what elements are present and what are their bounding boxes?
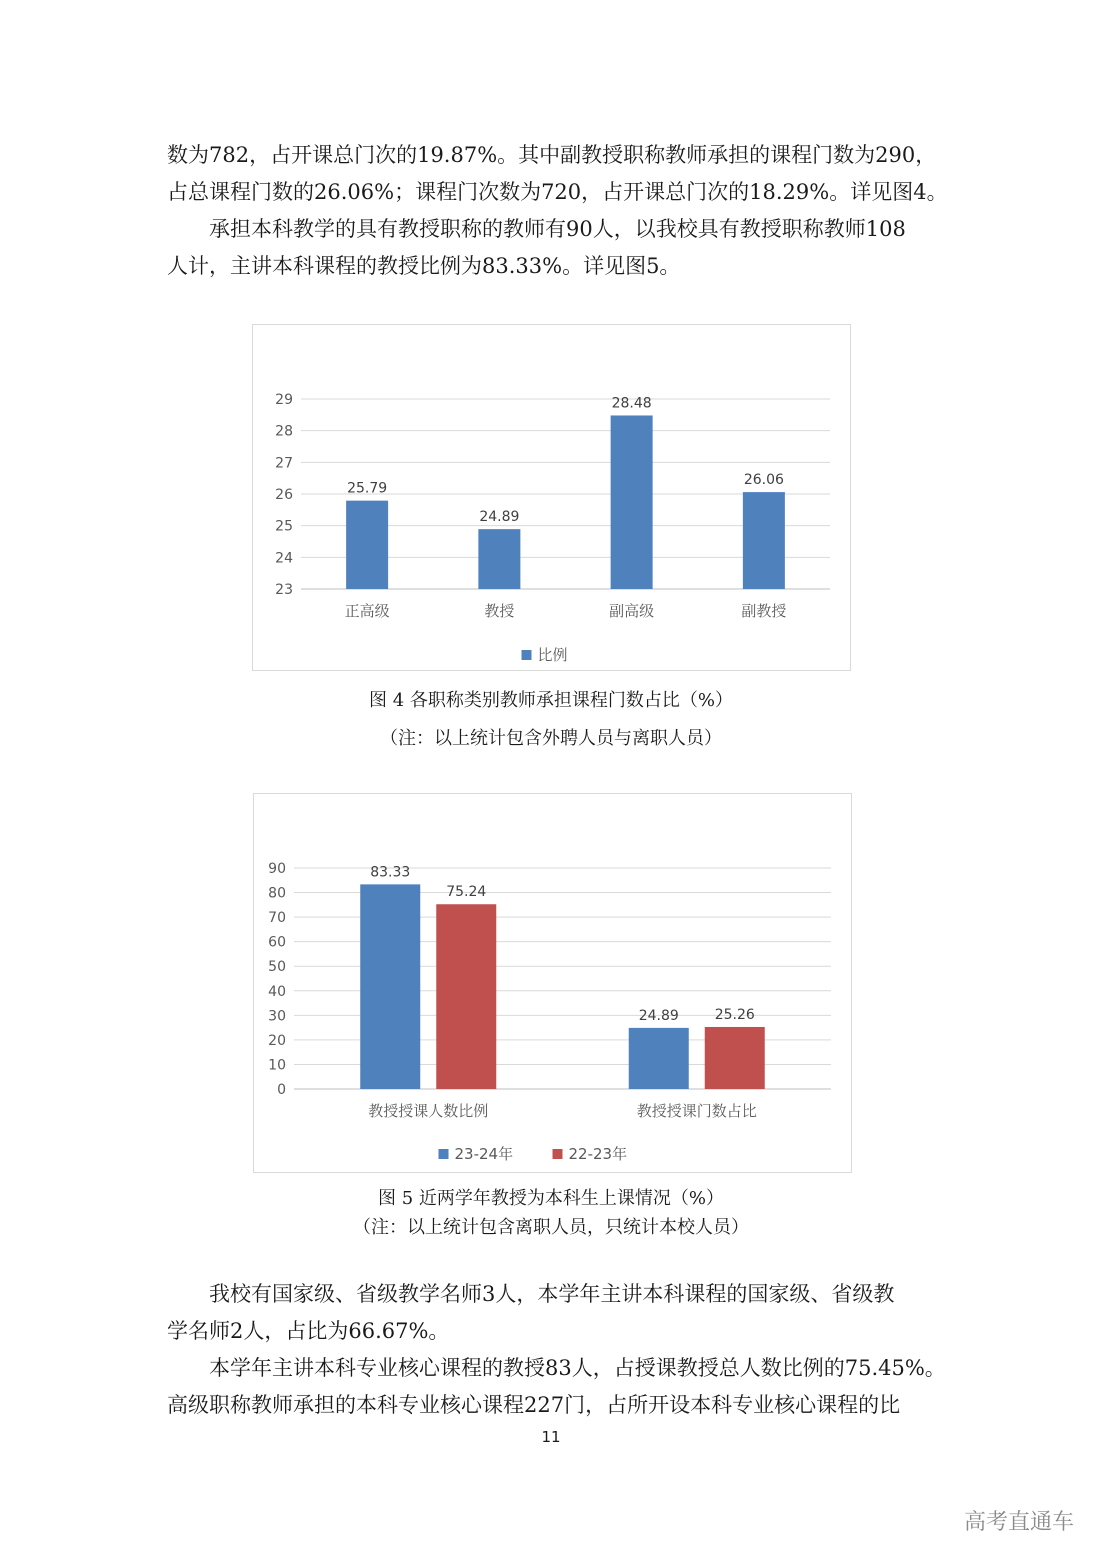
- y-tick-label: 29: [275, 392, 293, 408]
- y-tick-label: 30: [268, 1008, 286, 1025]
- figure-5-chart: [253, 793, 852, 1173]
- body-paragraph-bottom: [167, 1276, 946, 1424]
- figure-4-chart: [252, 324, 851, 671]
- y-tick-label: 20: [268, 1032, 286, 1049]
- text-line: 占总课程门数的26.06%；课程门次数为720，占开课总门次的18.29%。详见图4。: [167, 180, 948, 204]
- bar: [705, 1027, 765, 1089]
- legend-label: 23-24年: [454, 1145, 514, 1163]
- data-label: 24.89: [638, 1007, 679, 1024]
- bar: [611, 415, 653, 589]
- data-label: 28.48: [611, 395, 652, 412]
- y-tick-label: 90: [268, 861, 286, 877]
- x-tick-label: 副教授: [741, 602, 787, 620]
- text-line: 本学年主讲本科专业核心课程的教授83人，占授课教授总人数比例的75.45%。: [209, 1356, 946, 1380]
- text-line: 人计，主讲本科课程的教授比例为83.33%。详见图5。: [167, 254, 681, 278]
- figure-4-svg: [253, 325, 850, 670]
- bar: [629, 1028, 689, 1089]
- bar: [346, 501, 388, 589]
- y-tick-label: 60: [268, 934, 286, 951]
- text-line: 学名师2人，占比为66.67%。: [167, 1319, 450, 1343]
- y-tick-label: 28: [275, 423, 293, 440]
- data-label: 83.33: [370, 864, 411, 881]
- x-tick-label: 教授授课门数占比: [636, 1102, 757, 1120]
- y-tick-label: 26: [275, 487, 293, 503]
- bar: [478, 529, 520, 589]
- x-tick-label: 副高级: [609, 602, 655, 620]
- x-tick-label: 正高级: [344, 602, 390, 620]
- legend-label: 22-23年: [568, 1145, 628, 1163]
- text-line: 数为782，占开课总门次的19.87%。其中副教授职称教师承担的课程门数为290，: [167, 143, 937, 167]
- legend-label: 比例: [537, 646, 568, 664]
- y-tick-label: 70: [268, 910, 286, 927]
- y-tick-label: 25: [275, 518, 293, 535]
- y-tick-label: 27: [275, 455, 293, 472]
- y-tick-label: 40: [268, 983, 286, 1000]
- legend-swatch: [522, 650, 532, 660]
- x-tick-label: 教授: [484, 602, 515, 620]
- data-label: 26.06: [743, 472, 784, 489]
- page-number: 11: [541, 1428, 561, 1446]
- data-label: 25.26: [714, 1006, 755, 1023]
- y-tick-label: 23: [275, 582, 293, 598]
- data-label: 75.24: [446, 884, 487, 901]
- figure-5-svg: [254, 794, 851, 1172]
- legend-swatch: [439, 1149, 449, 1159]
- y-tick-label: 80: [268, 885, 286, 902]
- y-tick-label: 10: [268, 1057, 286, 1074]
- bar: [743, 492, 785, 589]
- text-line: 我校有国家级、省级教学名师3人，本学年主讲本科课程的国家级、省级教: [209, 1282, 895, 1306]
- figure-5-caption: 图 5 近两学年教授为本科生上课情况（%）: [378, 1188, 724, 1209]
- text-line: 高级职称教师承担的本科专业核心课程227门，占所开设本科专业核心课程的比: [167, 1393, 901, 1417]
- body-paragraph-top: [167, 137, 948, 285]
- text-line: 承担本科教学的具有教授职称的教师有90人，以我校具有教授职称教师108: [209, 217, 906, 241]
- watermark: 高考直通车: [963, 1510, 1074, 1535]
- y-tick-label: 0: [277, 1082, 286, 1098]
- data-label: 24.89: [479, 509, 520, 526]
- bar: [436, 904, 496, 1089]
- figure-5-note: （注：以上统计包含离职人员，只统计本校人员）: [353, 1217, 749, 1238]
- figure-4-caption: 图 4 各职称类别教师承担课程门数占比（%）: [369, 690, 733, 711]
- x-tick-label: 教授授课人数比例: [368, 1102, 489, 1120]
- legend-swatch: [553, 1149, 563, 1159]
- bar: [360, 884, 420, 1089]
- figure-4-note: （注：以上统计包含外聘人员与离职人员）: [380, 728, 722, 749]
- y-tick-label: 24: [275, 550, 293, 567]
- y-tick-label: 50: [268, 959, 286, 976]
- data-label: 25.79: [347, 480, 388, 497]
